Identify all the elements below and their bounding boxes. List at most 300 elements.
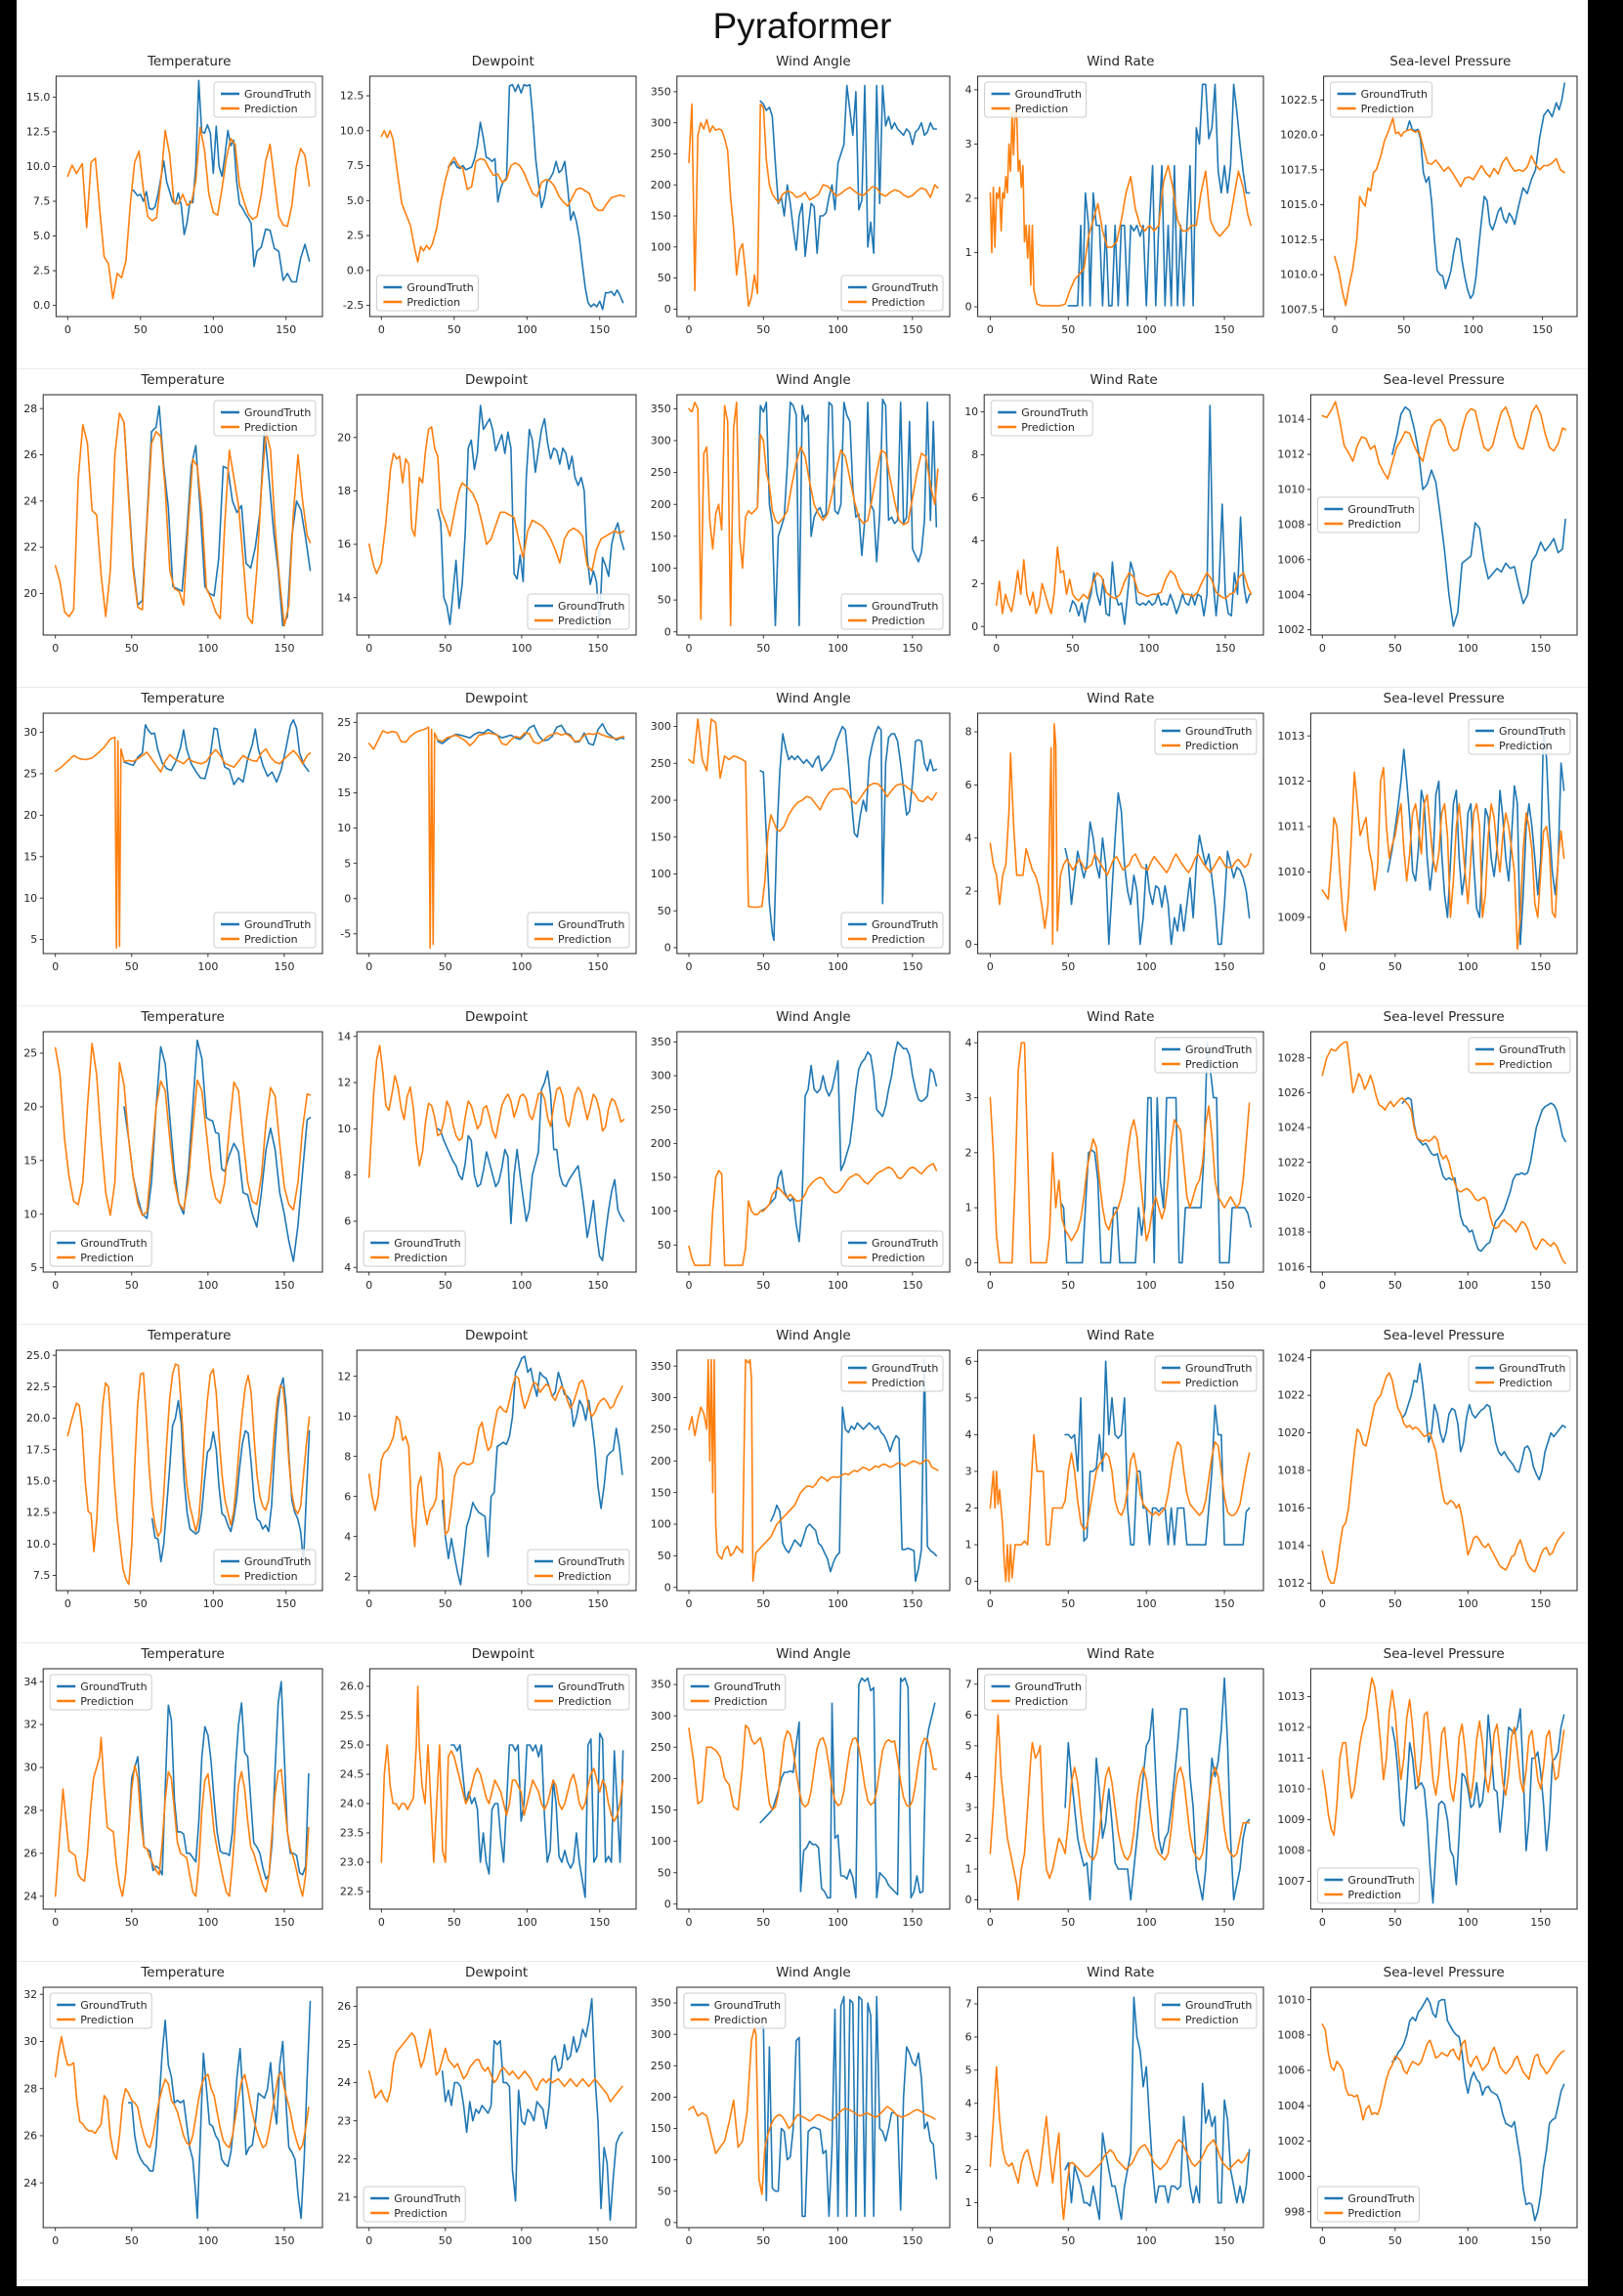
y-tick-label: 24 [23,494,38,508]
subplot-r1-sea-level-pressure [1271,51,1585,367]
y-tick-label: 20 [337,751,352,765]
y-tick-label: 2 [964,1502,972,1515]
x-tick-label: 100 [828,2234,849,2247]
y-tick-label: 100 [650,868,671,881]
x-tick-label: 50 [756,642,771,655]
y-tick-label: 1014 [1277,1539,1305,1552]
legend-label: Prediction [558,932,612,946]
x-tick-label: 150 [587,960,609,973]
legend-label: GroundTruth [872,1236,939,1250]
legend-label: GroundTruth [1360,87,1428,101]
chart-canvas [1271,1643,1585,1956]
y-tick-label: 998 [1284,2205,1305,2219]
legend [684,1993,786,2028]
subplot-r4-wind-angle [644,1006,958,1323]
chart-canvas [958,1325,1271,1637]
x-tick-label: 100 [516,323,537,336]
y-tick-label: 1012 [1277,775,1305,788]
chart-title: Temperature [141,691,225,706]
legend [50,1675,151,1710]
y-tick-label: 1010.0 [1280,268,1318,281]
y-tick-label: 3 [964,2130,972,2144]
chart-title: Temperature [141,1965,225,1980]
chart-title: Dewpoint [465,1965,529,1980]
y-tick-label: 350 [650,1678,671,1691]
x-tick-label: 50 [447,1916,461,1929]
chart-canvas [17,369,330,682]
y-tick-label: 1010 [1277,1782,1305,1796]
legend-label: Prediction [872,614,925,627]
y-tick-label: 28 [23,2082,38,2096]
chart-canvas [644,1325,958,1637]
y-tick-label: 1010 [1277,1993,1305,2007]
prediction-line [56,1737,309,1896]
y-tick-label: 200 [650,1454,671,1467]
x-tick-label: 100 [197,960,219,973]
legend [528,913,629,948]
y-tick-label: 150 [650,2122,671,2136]
x-tick-label: 50 [1065,642,1080,655]
y-tick-label: 12 [337,1370,352,1383]
y-tick-label: 0 [964,1893,972,1907]
y-tick-label: 24.5 [339,1767,364,1781]
x-tick-label: 150 [902,960,923,973]
chart-canvas [330,1325,644,1637]
x-tick-label: 150 [902,642,923,655]
x-tick-label: 0 [685,1597,693,1610]
y-tick-label: 30 [23,1761,38,1774]
x-tick-label: 0 [685,2234,693,2247]
prediction-line [990,724,1251,945]
chart-canvas [1271,369,1585,682]
x-tick-label: 0 [986,1916,994,1929]
y-tick-label: 7 [964,1678,972,1691]
y-tick-label: 6 [344,1490,352,1504]
y-tick-label: 1012 [1277,447,1305,461]
x-tick-label: 50 [1388,1916,1402,1929]
y-tick-label: 150 [650,209,671,223]
legend [1317,2187,1419,2222]
chart-canvas [644,1006,958,1319]
legend [684,1675,786,1710]
chart-title: Wind Angle [776,1965,851,1980]
legend [1469,1038,1570,1073]
legend [1155,1356,1257,1391]
y-tick-label: 32 [23,1987,38,2001]
x-tick-label: 100 [197,2234,219,2247]
y-tick-label: 1 [964,246,972,260]
y-tick-label: 22.5 [339,1885,364,1898]
y-tick-label: 1016 [1277,1260,1305,1274]
y-tick-label: 2 [964,191,972,205]
y-tick-label: 1024 [1277,1121,1305,1134]
y-tick-label: 1007 [1277,1875,1305,1889]
x-tick-label: 100 [511,1597,533,1610]
y-tick-label: 4 [964,1036,972,1049]
legend [1469,1356,1570,1391]
subplot-r3-dewpoint [330,688,644,1004]
subplot-r4-wind-rate [958,1006,1271,1323]
x-tick-label: 100 [828,1916,849,1929]
x-tick-label: 100 [828,1597,849,1610]
y-tick-label: 0.0 [346,264,364,277]
legend-label: Prediction [406,295,461,309]
chart-canvas [330,1962,644,2275]
x-tick-label: 0 [685,642,693,655]
y-tick-label: 6 [964,1354,972,1368]
y-tick-label: 25 [337,715,352,729]
y-tick-label: 2 [964,884,972,898]
y-tick-label: 7.5 [32,194,51,208]
prediction-line [1322,1042,1565,1263]
chart-title: Wind Rate [1087,691,1155,706]
groundtruth-line [760,86,936,257]
groundtruth-line [152,1378,310,1562]
chart-canvas [1271,1325,1585,1637]
x-tick-label: 100 [1135,1279,1157,1292]
x-tick-label: 50 [124,960,139,973]
subplot-r6-sea-level-pressure [1271,1643,1585,1960]
x-tick-label: 0 [685,960,693,973]
x-tick-label: 50 [1388,642,1402,655]
legend-label: Prediction [244,102,298,115]
chart-grid [17,51,1588,2280]
y-tick-label: 3 [964,1801,972,1814]
chart-title: Wind Angle [776,1328,851,1343]
y-tick-label: 30 [23,2035,38,2049]
y-tick-label: 3 [964,138,972,151]
y-tick-label: 300 [650,116,671,130]
subplot-r1-dewpoint [330,51,644,367]
x-tick-label: 0 [365,1597,373,1610]
y-tick-label: 20 [23,808,38,822]
y-tick-label: 20.0 [25,1412,51,1425]
y-tick-label: 5 [30,933,38,947]
chart-canvas [644,688,958,1000]
groundtruth-line [438,405,624,624]
chart-canvas [17,1325,330,1637]
subplot-r7-sea-level-pressure [1271,1962,1585,2278]
groundtruth-line [1060,1042,1251,1262]
prediction-line [689,2028,935,2194]
y-tick-label: 1 [964,1862,972,1876]
legend-label: GroundTruth [872,280,939,294]
prediction-line [990,111,1251,306]
y-tick-label: 2.5 [346,229,364,242]
legend [214,82,316,117]
y-tick-label: 7.5 [346,159,364,173]
x-tick-label: 150 [1214,1916,1235,1929]
y-tick-label: 200 [650,2091,671,2105]
chart-title: Wind Rate [1087,1009,1155,1025]
subplot-r6-temperature [17,1643,330,1960]
x-tick-label: 150 [1214,960,1235,973]
y-tick-label: 1006 [1277,2063,1305,2077]
groundtruth-line [1402,1098,1565,1252]
legend-label: Prediction [558,614,612,627]
y-tick-label: 3 [964,1465,972,1478]
x-tick-label: 0 [1318,1916,1326,1929]
subplot-r4-dewpoint [330,1006,644,1323]
x-tick-label: 50 [756,2234,771,2247]
groundtruth-line [124,720,309,785]
y-tick-label: 24 [23,1890,38,1903]
groundtruth-line [760,727,939,941]
chart-canvas [644,1962,958,2275]
groundtruth-line [760,1679,935,1898]
x-tick-label: 50 [756,1279,771,1292]
chart-row-5 [17,1325,1588,1643]
y-tick-label: 20 [23,587,38,601]
chart-canvas [644,51,958,363]
legend-label: GroundTruth [1021,405,1089,419]
x-tick-label: 0 [52,1279,60,1292]
x-tick-label: 50 [438,2234,452,2247]
x-tick-label: 150 [276,323,297,336]
y-tick-label: 4 [971,533,979,547]
x-tick-label: 150 [587,2234,609,2247]
chart-title: Wind Angle [776,1646,851,1662]
y-tick-label: 25.5 [339,1709,364,1722]
y-tick-label: 50 [657,1866,671,1880]
subplot-r7-wind-angle [644,1962,958,2278]
x-tick-label: 100 [511,2234,533,2247]
legend [841,1356,943,1391]
y-tick-label: 10 [337,1122,352,1135]
x-tick-label: 100 [202,1597,224,1610]
x-tick-label: 100 [197,1279,219,1292]
prediction-line [1322,2024,1563,2120]
x-tick-label: 0 [377,1916,385,1929]
x-tick-label: 150 [274,960,295,973]
legend-label: GroundTruth [1185,1361,1253,1375]
y-tick-label: 7 [964,1997,972,2011]
x-tick-label: 50 [438,642,452,655]
x-tick-label: 100 [1138,642,1160,655]
x-tick-label: 150 [1530,960,1552,973]
y-tick-label: 2.5 [32,264,51,277]
legend-label: GroundTruth [558,1554,625,1568]
chart-title: Wind Rate [1087,1646,1155,1662]
x-tick-label: 100 [828,642,849,655]
y-tick-label: 150 [650,1804,671,1817]
y-tick-label: 5 [964,2063,972,2077]
y-tick-label: 6 [964,1708,972,1722]
y-tick-label: 4 [964,83,972,97]
y-tick-label: 23.5 [339,1826,364,1840]
y-tick-label: 1020.0 [1280,128,1318,142]
y-tick-label: 6 [964,778,972,791]
x-tick-label: 100 [197,642,219,655]
y-tick-label: 34 [23,1675,38,1688]
subplot-r7-dewpoint [330,1962,644,2278]
y-tick-label: 26.0 [339,1679,364,1693]
subplot-r4-sea-level-pressure [1271,1006,1585,1323]
y-tick-label: 50 [657,593,671,607]
y-tick-label: 250 [650,756,671,770]
legend-label: Prediction [872,295,925,309]
legend [376,276,478,311]
y-tick-label: 7.5 [32,1569,51,1583]
x-tick-label: 0 [64,323,71,336]
figure-sheet [17,0,1588,2286]
subplot-r5-wind-angle [644,1325,958,1641]
x-tick-label: 150 [1214,2234,1235,2247]
x-tick-label: 0 [377,323,385,336]
legend [1155,1993,1257,2028]
y-tick-label: 0 [663,1581,671,1594]
y-tick-label: 2 [964,2163,972,2177]
x-tick-label: 100 [1457,1279,1478,1292]
subplot-r2-wind-angle [644,369,958,686]
x-tick-label: 150 [902,1279,923,1292]
x-tick-label: 50 [1388,1279,1402,1292]
y-tick-label: 4 [964,831,972,845]
legend-label: GroundTruth [244,405,312,419]
x-tick-label: 50 [756,960,771,973]
y-tick-label: 1002 [1277,623,1305,637]
y-tick-label: -5 [340,927,352,941]
subplot-r2-wind-rate [958,369,1271,686]
y-tick-label: 22 [337,2152,352,2166]
groundtruth-line [129,2002,311,2219]
x-tick-label: 150 [1214,1597,1235,1610]
x-tick-label: 50 [438,1279,452,1292]
y-tick-label: 12 [337,1076,352,1089]
prediction-line [381,131,624,262]
legend [214,913,316,948]
y-tick-label: 15 [23,1154,38,1168]
y-tick-label: 1016 [1277,1502,1305,1515]
legend-label: Prediction [558,1694,612,1708]
x-tick-label: 50 [756,1597,771,1610]
subplot-r1-wind-angle [644,51,958,367]
legend-label: GroundTruth [1347,502,1415,516]
y-tick-label: 10.0 [25,160,51,174]
y-tick-label: 150 [650,1486,671,1500]
legend [528,1675,629,1710]
prediction-line [1322,402,1565,479]
chart-canvas [330,1643,644,1956]
legend [1155,1038,1257,1073]
y-tick-label: 25.0 [339,1738,364,1752]
x-tick-label: 0 [685,1916,693,1929]
y-tick-label: 21 [337,2190,352,2204]
y-tick-label: 22 [23,540,38,554]
y-tick-label: 300 [650,1069,671,1083]
y-tick-label: 10.0 [339,124,364,138]
y-tick-label: 10 [23,1208,38,1221]
x-tick-label: 0 [993,642,1001,655]
y-tick-label: 0 [964,938,972,952]
y-tick-label: 0 [964,1256,972,1270]
y-tick-label: 2 [344,1570,352,1584]
y-tick-label: 1017.5 [1280,163,1318,177]
y-tick-label: 100 [650,562,671,575]
legend [841,276,943,311]
x-tick-label: 0 [685,323,693,336]
chart-canvas [958,51,1271,363]
y-tick-label: 100 [650,1835,671,1849]
y-tick-label: 1018 [1277,1225,1305,1239]
y-tick-label: 1028 [1277,1051,1305,1065]
legend-label: GroundTruth [1499,1361,1566,1375]
legend [841,913,943,948]
legend-label: GroundTruth [406,280,474,294]
x-tick-label: 100 [511,642,533,655]
x-tick-label: 100 [828,323,849,336]
y-tick-label: 200 [650,497,671,511]
chart-row-7 [17,1962,1588,2280]
y-tick-label: 250 [650,1740,671,1754]
y-tick-label: 300 [650,1709,671,1722]
y-tick-label: 20 [23,1100,38,1114]
subplot-r1-wind-rate [958,51,1271,367]
x-tick-label: 100 [1463,323,1484,336]
legend-label: Prediction [1014,1694,1069,1708]
y-tick-label: 350 [650,1035,671,1048]
y-tick-label: 5 [30,1261,38,1275]
chart-title: Sea-level Pressure [1383,691,1505,706]
legend [1317,497,1419,532]
legend-label: GroundTruth [1014,1679,1082,1693]
legend-label: Prediction [80,1251,134,1264]
subplot-r3-wind-angle [644,688,958,1004]
y-tick-label: 23 [337,2114,352,2128]
legend-label: Prediction [1185,1057,1239,1071]
y-tick-label: 10 [964,405,979,419]
legend-label: Prediction [558,1569,612,1583]
chart-title: Sea-level Pressure [1383,372,1505,388]
x-tick-label: 50 [1396,323,1411,336]
y-tick-label: 5 [964,1739,972,1753]
y-tick-label: 50 [657,1238,671,1252]
x-tick-label: 150 [587,1597,609,1610]
chart-row-4 [17,1006,1588,1325]
y-tick-label: 1013 [1277,1689,1305,1703]
x-tick-label: 0 [1331,323,1339,336]
prediction-line [56,1043,311,1215]
legend [1469,719,1570,754]
x-tick-label: 50 [1388,2234,1402,2247]
chart-canvas [17,1962,330,2275]
y-tick-label: 15.0 [25,1474,51,1488]
legend-label: GroundTruth [558,1679,625,1693]
x-tick-label: 0 [986,960,994,973]
legend-label: Prediction [1185,739,1239,752]
y-tick-label: 8 [344,1169,352,1182]
legend-label: GroundTruth [1185,1998,1253,2012]
y-tick-label: 1004 [1277,2099,1305,2112]
x-tick-label: 100 [516,1916,537,1929]
prediction-line [56,2037,309,2160]
x-tick-label: 50 [1061,1597,1076,1610]
y-tick-label: 150 [650,830,671,844]
y-tick-label: 50 [657,1549,671,1562]
subplot-r6-dewpoint [330,1643,644,1960]
x-tick-label: 50 [133,1597,148,1610]
legend [50,1231,151,1266]
y-tick-label: 4 [964,1769,972,1783]
groundtruth-line [1065,793,1250,945]
x-tick-label: 0 [986,323,994,336]
y-tick-label: 24 [337,2076,352,2090]
x-tick-label: 150 [276,1597,297,1610]
legend-label: Prediction [244,932,298,946]
legend-label: GroundTruth [558,917,625,931]
y-tick-label: 2 [964,1146,972,1160]
y-tick-label: 1015.0 [1280,198,1318,212]
